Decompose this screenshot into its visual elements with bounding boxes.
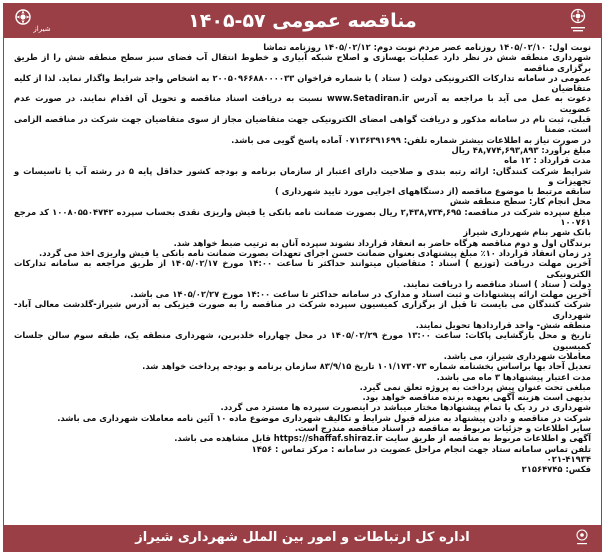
header-bar — [4, 4, 601, 38]
notice-line: آگهی و اطلاعات مربوط به مناقصه از طریق سایت https://shaffaf.shiraz.ir قابل مشاهده می باشد. — [174, 433, 591, 444]
notice-frame — [3, 3, 602, 552]
notice-line: تلفن تماس سامانه ستاد جهت انجام مراحل عضویت در سامانه : مرکز تماس : ۱۴۵۶ — [251, 443, 591, 454]
notice-line: تعدیل آحاد بها براساس بخشنامه شماره ۱۰۱/۱۷۳۰۷۳ تاریخ ۸۳/۹/۱۵ سازمان برنامه و بودجه پرداخت خواهد شد. — [142, 361, 591, 372]
notice-line: معاملات شهرداری شیراز، می باشد. — [443, 350, 591, 361]
footer-emblem-icon — [573, 527, 591, 549]
notice-line: نوبت اول: ۱۴۰۵/۰۲/۱۰ روزنامه عصر مردم نوبت دوم: ۱۴۰۵/۰۲/۱۲ روزنامه تماشا — [263, 42, 591, 52]
notice-line: مبلغی تحت عنوان پیش پرداخت به پروژه تعلق نمی گیرد. — [359, 381, 591, 392]
notice-line: تاریخ و محل بازگشایی پاکات: ساعت ۱۳:۰۰ مورخ ۱۴۰۵/۰۲/۲۹ در محل چهارراه خلدبرین، شهرداری منطقه یک، طبقه سوم سالن جلسات کمیسیون — [14, 330, 591, 351]
notice-line: سابقه مرتبط با موضوع مناقصه (از دستگاههای اجرایی مورد تایید شهرداری ) — [275, 186, 591, 197]
notice-line: شهرداری منطقه شش در نظر دارد عملیات بهسازی و اصلاح شبکه آبیاری و خطوط انتقال آب فضای سبز سطح منطقه شش را از طریق برگزاری مناقصه — [14, 52, 591, 73]
notice-title: مناقصه عمومی ۵۷-۱۴۰۵ — [188, 10, 417, 32]
notice-line: بدیهی است هزینه آگهی بعهده برنده مناقصه خواهد بود. — [362, 392, 591, 403]
notice-line: فکس: ۲۱۵۶۴۷۴۵ — [521, 464, 591, 475]
notice-line: مبلغ برآورد: ۴۸,۷۷۴,۶۹۳,۸۹۳ ریال — [451, 144, 591, 155]
notice-line: برندگان اول و دوم مناقصه هرگاه حاضر به انعقاد قرارداد نشوند سپرده آنان به ترتیب ضبط خواهد شد. — [173, 237, 591, 248]
notice-line: در زمان انعقاد قرارداد ۱۰٪ مبلغ پیشنهادی بعنوان ضمانت حسن اجرای تعهدات بصورت ضمانت نامه بانکی یا فیش واریزی اخذ می گردد. — [39, 247, 591, 258]
notice-line: قبلی، ثبت نام در سامانه مذکور و دریافت گواهی امضای الکترونیکی جهت متقاضیان مجاز از سوی متقاضیان جهت شرکت در مناقصه الزامی است. ضمنا — [14, 114, 591, 135]
notice-line: شهرداری در رد یک یا تمام پیشنهادها مختار میباشد در اینصورت سپرده ها مسترد می گردد. — [220, 402, 591, 413]
notice-line: شرکت در مناقصه و دادن پیشنهاد به منزله قبول شرایط و تکالیف شهرداری موضوع ماده ۱۰ آئین نامه معاملات شهرداری می باشد. — [57, 412, 591, 423]
notice-line: سایر اطلاعات و جزئیات مربوط به مناقصه در اسناد مناقصه مندرج است. — [294, 422, 591, 433]
footer-bar — [4, 525, 601, 551]
notice-line: منطقه شش- واحد قراردادها تحویل نمایند. — [415, 320, 591, 331]
notice-line: مبلغ سپرده شرکت در مناقصه: ۲,۴۳۸,۷۳۴,۶۹۵ ریال بصورت ضمانت نامه بانکی یا فیش واریزی نقدی بحساب سپرده ۱۰۰۸۰۵۵۰۴۷۴۲ کد مرجع ۱۰۰۷۶۱ — [14, 206, 591, 228]
footer-publisher: اداره کل ارتباطات و امور بین الملل شهرداری شیراز — [135, 530, 470, 545]
notice-line: بانک شهر بنام شهرداری شیراز — [463, 227, 591, 238]
notice-line: در صورت نیاز به اطلاعات بیشتر شماره تلفن: ۰۷۱۳۶۳۹۱۶۹۹ آماده پاسخ گویی می باشد. — [231, 134, 591, 145]
notice-line: آخرین مهلت دریافت (توزیع ) اسناد : متقاضیان میتوانند حداکثر تا ساعت ۱۴:۰۰ مورخ ۱۴۰۵/۰۲/۱۷ از طریق مراجعه به سامانه تدارکات الکترونیکی — [14, 258, 591, 279]
notice-line: مدت اعتبار پیشنهادها ۳ ماه می باشد. — [436, 371, 591, 382]
notice-body — [14, 42, 591, 474]
logo-left-text: شیراز — [33, 25, 51, 33]
notice-line: محل انجام کار: سطح منطقه شش — [449, 196, 591, 207]
notice-line: شرکت کنندگان می بایست تا قبل از برگزاری کمیسیون سپرده شرکت در مناقصه را به صورت فیزیکی به آدرس شیراز-گلدشت معالی آباد-شهرداری — [14, 299, 591, 320]
notice-line: آخرین مهلت ارائه پیشنهادات و ثبت اسناد و مدارک در سامانه حداکثر تا ساعت ۱۴:۰۰ مورخ ۱۴۰۵/۰۲/۲۷ می باشد. — [130, 289, 591, 300]
notice-line: ۰۲۱-۴۱۹۳۴ — [546, 453, 591, 464]
notice-line: دعوت به عمل می آید با مراجعه به آدرس www.Setadiran.ir نسبت به دریافت اسناد مناقصه و تحویل آن اقدام نمایند. در صورت عدم عضویت — [14, 93, 591, 114]
notice-line: شرایط شرکت کنندگان: ارائه رتبه بندی و صلاحیت دارای اعتبار از سازمان برنامه و بودجه کشور حداقل پایه ۵ در رشته آب یا تاسیسات و تجهیزات و — [14, 165, 591, 186]
shiraz-municipality-logo — [12, 7, 56, 35]
notice-line: دولت ( ستاد ) اسناد مناقصه را دریافت نمایند. — [402, 278, 591, 289]
shiraz-emblem-icon — [565, 6, 591, 36]
notice-line: مدت قرارداد : ۱۲ ماه — [504, 155, 591, 166]
notice-line: عمومی در سامانه تدارکات الکترونیکی دولت ( ستاد ) با شماره فراخوان ۲۰۰۵۰۹۶۶۸۸۰۰۰۰۳۳ به اشخاص واجد شرایط واگذار نماید. لذا از کلیه متقاضیان — [14, 72, 591, 94]
